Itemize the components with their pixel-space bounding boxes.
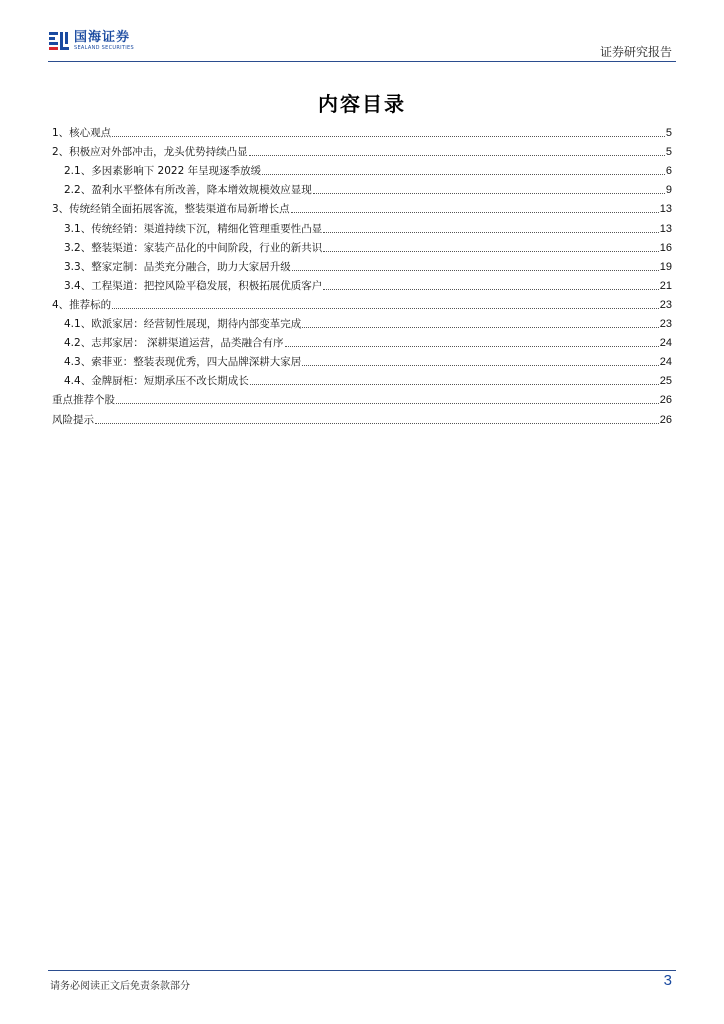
toc-entry[interactable] xyxy=(52,178,672,197)
toc-entry-page: 26 xyxy=(659,413,672,426)
toc-entry[interactable] xyxy=(52,331,672,350)
toc-entry-title: 3.1、传统经销：渠道持续下沉，精细化管理重要性凸显 xyxy=(64,222,323,235)
toc-entry-page: 9 xyxy=(665,184,672,197)
toc-entry-title: 2.1、多因素影响下 2022 年呈现逐季放缓 xyxy=(64,165,262,178)
toc-entry[interactable] xyxy=(52,293,672,312)
toc-entry-page: 5 xyxy=(665,127,672,140)
toc-entry-page: 19 xyxy=(659,260,672,273)
toc-entry-title: 2.2、盈利水平整体有所改善，降本增效规模效应显现 xyxy=(64,184,312,197)
toc-entry-page: 23 xyxy=(659,298,672,311)
toc-entry-title: 3.3、整家定制：品类充分融合，助力大家居升级 xyxy=(64,260,291,273)
sealand-logo-icon xyxy=(48,30,70,52)
toc-dot-leader xyxy=(292,270,659,271)
toc-entry-title: 3.2、整装渠道：家装产品化的中间阶段，行业的新共识 xyxy=(64,241,323,254)
toc-dot-leader xyxy=(302,327,659,328)
toc-dot-leader xyxy=(323,232,659,233)
toc-entry[interactable] xyxy=(52,350,672,369)
logo-chinese-name: 国海证券 xyxy=(74,30,131,45)
toc-entry-title: 4、推荐标的 xyxy=(52,298,112,311)
toc-title: 内容目录 xyxy=(318,92,406,116)
toc-entry[interactable] xyxy=(52,388,672,407)
report-type-label: 证券研究报告 xyxy=(599,45,672,59)
toc-dot-leader xyxy=(95,423,659,424)
toc-entry[interactable] xyxy=(52,236,672,255)
footer-disclaimer: 请务必阅读正文后免责条款部分 xyxy=(50,981,190,992)
toc-dot-leader xyxy=(313,193,665,194)
toc-dot-leader xyxy=(291,212,659,213)
sealand-logo xyxy=(48,30,134,52)
toc-entry[interactable] xyxy=(52,197,672,216)
page-number: 3 xyxy=(663,972,672,989)
toc-entry-page: 24 xyxy=(659,337,672,350)
toc-entry-page: 26 xyxy=(659,394,672,407)
toc-entry[interactable] xyxy=(52,140,672,159)
toc-entry-page: 23 xyxy=(659,318,672,331)
toc-entry[interactable] xyxy=(52,216,672,235)
toc-entry-title: 4.2、志邦家居： 深耕渠道运营，品类融合有序 xyxy=(64,337,284,350)
toc-entry-title: 4.4、金牌厨柜：短期承压不改长期成长 xyxy=(64,375,249,388)
table-of-contents xyxy=(52,121,672,427)
toc-dot-leader xyxy=(112,136,665,137)
toc-entry-page: 13 xyxy=(659,222,672,235)
toc-entry-page: 21 xyxy=(659,279,672,292)
toc-entry[interactable] xyxy=(52,369,672,388)
toc-dot-leader xyxy=(116,403,659,404)
toc-entry-page: 13 xyxy=(659,203,672,216)
toc-entry-page: 24 xyxy=(659,356,672,369)
toc-dot-leader xyxy=(323,289,659,290)
toc-dot-leader xyxy=(302,365,659,366)
toc-dot-leader xyxy=(249,155,665,156)
toc-entry-title: 3.4、工程渠道：把控风险平稳发展，积极拓展优质客户 xyxy=(64,279,323,292)
toc-entry-page: 5 xyxy=(665,146,672,159)
toc-dot-leader xyxy=(262,174,665,175)
toc-entry[interactable] xyxy=(52,255,672,274)
toc-entry[interactable] xyxy=(52,312,672,331)
logo-english-name: SEALAND SECURITIES xyxy=(74,45,134,51)
toc-dot-leader xyxy=(112,308,659,309)
toc-entry-title: 重点推荐个股 xyxy=(52,394,115,407)
toc-entry[interactable] xyxy=(52,274,672,293)
toc-entry-title: 1、核心观点 xyxy=(52,127,112,140)
toc-entry-title: 风险提示 xyxy=(52,413,94,426)
toc-dot-leader xyxy=(250,384,659,385)
toc-entry[interactable] xyxy=(52,159,672,178)
toc-entry-title: 4.3、索菲亚：整装表现优秀，四大品牌深耕大家居 xyxy=(64,356,302,369)
footer-divider xyxy=(48,970,676,971)
toc-entry-title: 2、积极应对外部冲击，龙头优势持续凸显 xyxy=(52,146,248,159)
toc-entry-page: 25 xyxy=(659,375,672,388)
toc-entry[interactable] xyxy=(52,121,672,140)
toc-entry-title: 3、传统经销全面拓展客流，整装渠道布局新增长点 xyxy=(52,203,290,216)
toc-entry-title: 4.1、欧派家居：经营韧性展现，期待内部变革完成 xyxy=(64,318,302,331)
toc-dot-leader xyxy=(323,251,659,252)
toc-entry-page: 6 xyxy=(665,165,672,178)
header-divider xyxy=(48,61,676,62)
toc-dot-leader xyxy=(285,346,659,347)
page-header xyxy=(48,28,676,62)
toc-entry-page: 16 xyxy=(659,241,672,254)
toc-entry[interactable] xyxy=(52,407,672,426)
